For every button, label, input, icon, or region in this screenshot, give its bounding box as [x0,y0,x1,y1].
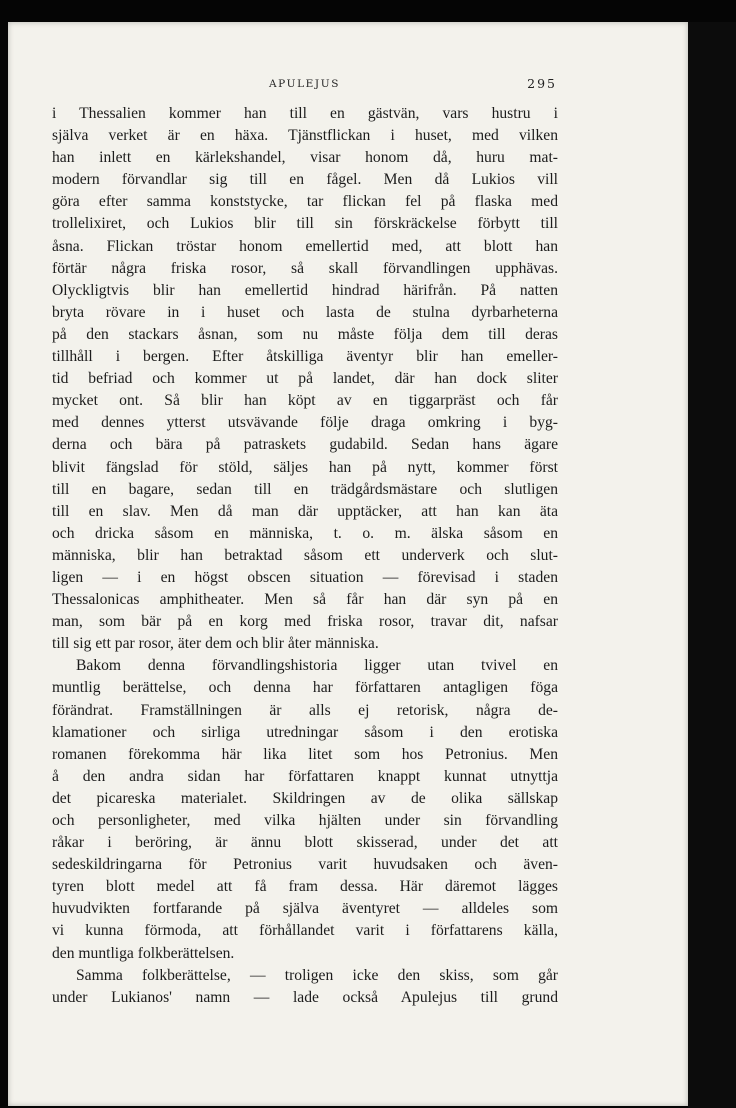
text-line: muntlig berättelse, och denna har författaren antagligen föga [52,679,558,697]
text-line: å den andra sidan har författaren knappt kunnat utnyttja [52,767,558,785]
text-line: göra efter samma konststycke, tar flickan fel på flaska med [52,193,558,211]
text-line: åsna. Flickan tröstar honom emellertid med, att blott han [52,237,558,255]
text-line: och dricka såsom en människa, t. o. m. älska såsom en [52,524,558,542]
text-line: Thessalonicas amphitheater. Men så får han där syn på en [52,591,558,609]
text-line: ligen — i en högst obscen situation — förevisad i staden [52,568,558,586]
text-line: tillhåll i bergen. Efter åtskilliga äventyr blir han emeller- [52,348,558,366]
text-line: han inlett en kärlekshandel, visar honom då, huru mat- [52,149,558,167]
text-line: trollelixiret, och Lukios blir till sin förskräckelse förbytt till [52,215,558,233]
page-number: 295 [527,76,557,91]
text-line: under Lukianos' namn — lade också Apulejus till grund [52,988,558,1006]
text-line: vi kunna förmoda, att förhållandet varit i författarens källa, [52,922,558,940]
text-line: i Thessalien kommer han till en gästvän, vars hustru i [52,105,558,122]
text-line: modern förvandlar sig till en fågel. Men då Lukios vill [52,171,558,189]
text-line: sedeskildringarna för Petronius varit huvudsaken och även- [52,856,558,874]
text-line: romanen förekomma här lika litet som hos Petronius. Men [52,745,558,763]
running-head: APULEJUS [268,78,340,90]
text-line: den muntliga folkberättelsen. [52,944,235,962]
text-line: Olyckligtvis blir han emellertid hindrad härifrån. På natten [52,281,558,299]
text-line: Samma folkberättelse, — troligen icke den skiss, som går [76,966,558,984]
scan-edge [688,22,736,1108]
text-line: människa, blir han betraktad såsom ett underverk och slut- [52,546,558,564]
text-line: på den stackars åsnan, som nu måste följa dem till deras [52,325,558,343]
text-line: Bakom denna förvandlingshistoria ligger utan tvivel en [76,657,558,675]
text-line: med dennes ytterst utsvävande följe draga omkring i byg- [52,414,558,432]
text-line: till en bagare, sedan till en trädgårdsmästare och slutligen [52,480,558,498]
text-line: derna och bära på patraskets gudabild. Sedan hans ägare [52,436,558,454]
text-line: förändrat. Framställningen är alls ej retorisk, några de- [52,701,558,719]
text-line: bryta rövare in i huset och lasta de stulna dyrbarheterna [52,303,558,321]
text-line: till en slav. Men då man där upptäcker, att han kan äta [52,502,558,520]
text-line: klamationer och sirliga utredningar såsom i den erotiska [52,723,558,741]
text-line: själva verket är en häxa. Tjänstflickan i huset, med vilken [52,127,558,145]
text-line: råkar i beröring, är ännu blott skisserad, under det att [52,834,558,852]
text-line: till sig ett par rosor, äter dem och blir åter människa. [52,635,379,653]
text-line: mycket ont. Så blir han köpt av en tiggarpräst och får [52,392,558,410]
text-line: och personligheter, med vilka hjälten under sin förvandling [52,812,558,829]
text-line: blivit fängslad för stöld, säljes han på nytt, kommer först [52,458,558,476]
text-line: tid befriad och kommer ut på landet, där han dock sliter [52,370,558,388]
page-header [52,76,557,94]
text-line: huvudvikten fortfarande på själva äventyret — alldeles som [52,900,558,918]
body-text [52,103,558,1009]
text-line: det picareska materialet. Skildringen av de olika sällskap [52,789,558,807]
text-line: man, som bär på en korg med friska rosor, travar dit, nafsar [52,613,558,631]
text-line: tyren blott medel att få fram dessa. Här däremot lägges [52,878,558,896]
text-line: förtär några friska rosor, så skall förvandlingen upphävas. [52,259,558,277]
